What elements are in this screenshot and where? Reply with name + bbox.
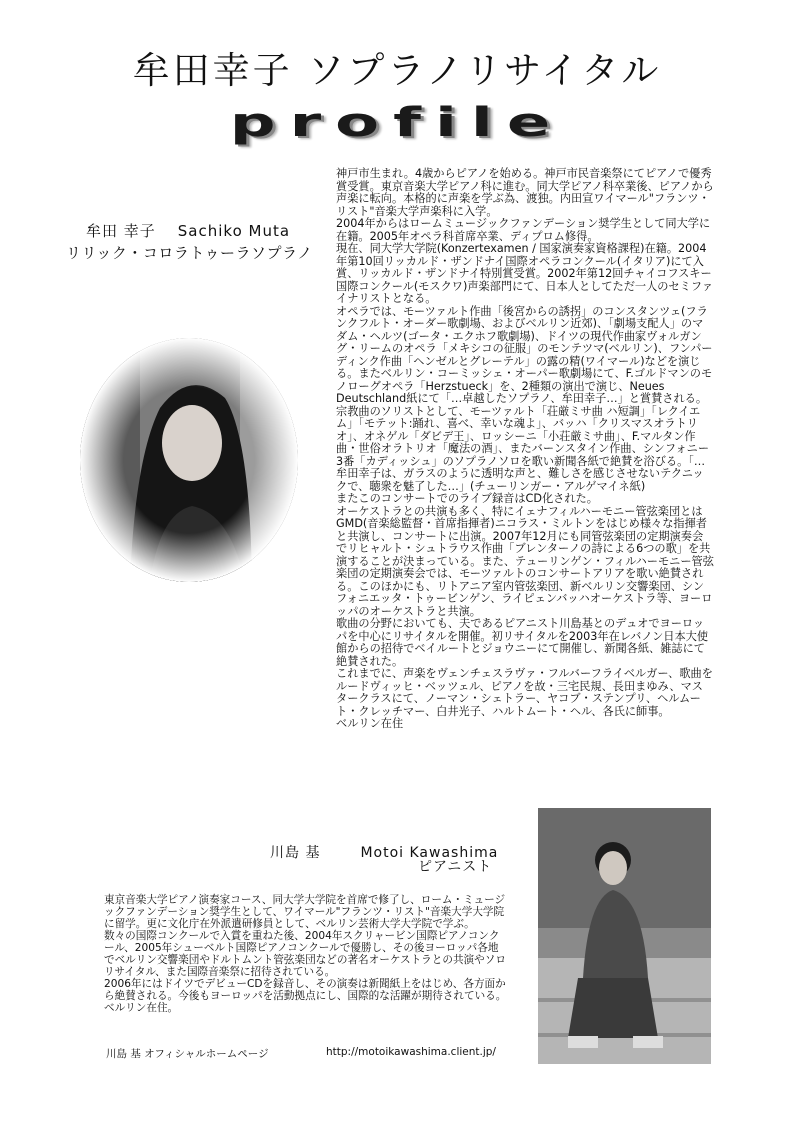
pianist-bio-paragraph: 2006年にはドイツでデビューCDを録音し、その演奏は新聞紙上をはじめ、各方面から絶賛される。今後もヨーロッパを活動拠点にし、国際的な活躍が期待されている。 ベルリン在住。 — [104, 978, 507, 1014]
pianist-photo — [538, 808, 711, 1064]
soprano-bio-paragraph: これまでに、声楽をヴェンチェスラヴァ・フルバーフライベルガー、歌曲をルードヴィッヒ・ベッツェル、ピアノを故・三宅民規、長田まゆみ、マスタークラスにて、ノーマン・シェトラー、ヤコブ・ステンプリ、ヘルムート・クレッチマー、白井光子、ハルトムート・ヘル、各氏に師事。 — [336, 667, 713, 718]
soprano-bio-paragraph: 神戸市生まれ。4歳からピアノを始める。神戸市民音楽祭にてピアノで優秀賞受賞。東京音楽大学ピアノ科に進む。同大学ピアノ科卒業後、ピアノから声楽に転向。本格的に声楽を学ぶ為、渡独。内田宣ワイマール"フランツ・リスト"音楽大学声楽科に入学。 — [336, 167, 714, 218]
soprano-bio-paragraph: オペラでは、モーツァルト作曲「後宮からの誘拐」のコンスタンツェ(フランクフルト・オーダー歌劇場、およびベルリン近郊)、「劇場支配人」のマダム・ヘルツ(ゴータ・エクホフ歌劇場)、ドイツの現代作曲家ヴォルガング・リームのオペラ「メキシコの征服」のモンテツマ(ベルリン)、フンパーディンク作曲「ヘンゼルとグレーテル」の露の精(ワイマール)などを演じる。またベルリン・コーミッシェ・オーパー歌劇場にて、F.ゴルドマンのモノローグオペラ「Herzstueck」を、2種類の演出で演じ、Neues Deutschland紙にて「…卓越したソプラノ、牟田幸子…」と賞賛される。 — [336, 304, 713, 405]
soprano-bio-paragraph: 宗教曲のソリストとして、モーツァルト「荘厳ミサ曲 ハ短調」「レクイエム」「モテット:踊れ、喜べ、幸いな魂よ」、バッハ「クリスマスオラトリオ」、オネゲル「ダビデ王」、ロッシーニ「小荘厳ミサ曲」、F.マルタン作曲・世俗オラトリオ「魔法の酒」、またバーンスタイン作曲、シンフォニー3番「カディッシュ」のソプラノソロを歌い新聞各紙で絶賛を浴びる。「…牟田幸子は、ガラスのように透明な声と、難しさを感じさせないテクニックで、聴衆を魅了した…」(チューリンガー・アルゲマイネ紙) — [336, 404, 710, 493]
pianist-name-en: Motoi Kawashima — [360, 845, 499, 861]
soprano-bio-paragraph: 歌曲の分野においても、夫であるピアニスト川島基とのデュオでヨーロッパを中心にリサイタルを開催。初リサイタルを2003年在レバノン日本大使館からの招待でベイルートとジョウニーにて開催し、新聞各紙、雑誌にて絶賛された。 — [336, 617, 709, 668]
soprano-bio — [336, 168, 714, 731]
soprano-name-jp: 牟田 幸子 — [86, 222, 156, 240]
soprano-bio-paragraph: 2004年からはロームミュージックファンデーション奨学生として同大学に在籍。2005年オペラ科首席卒業、ディプロム修得。 — [336, 217, 711, 243]
homepage-label: 川島 基 オフィシャルホームページ — [106, 1048, 269, 1060]
soprano-photo — [80, 338, 298, 582]
profile-heading: profile — [229, 100, 565, 146]
soprano-bio-paragraph: 現在、同大学大学院(Konzertexamen / 国家演奏家資格課程)在籍。2004年第10回リッカルド・ザンドナイ国際オペラコンクール(イタリア)にて入賞、リッカルド・ザンドナイ特別賞受賞。2002年第12回チャイコフスキー国際コンクール(モスクワ)声楽部門にて、日本人としてただ一人のセミファイナリストとなる。 — [336, 242, 714, 305]
soprano-bio-paragraph: オーケストラとの共演も多く、特にイェナフィルハーモニー管弦楽団とはGMD(音楽総監督・首席指揮者)ニコラス・ミルトンをはじめ様々な指揮者と共演し、コンサートに出演。2007年12月にも同管弦楽団の定期演奏会でリヒャルト・シュトラウス作曲「ブレンターノの詩による6つの歌」を共演することが決まっている。また、テューリンゲン・フィルハーモニー管弦楽団の定期演奏会では、モーツァルトのコンサートアリアを歌い絶賛される。このほかにも、リトアニア室内管弦楽団、新ベルリン交響楽団、シンフォニエッタ・トゥービンゲン、ライピェンバッハオーケストラ等、ヨーロッパのオーケストラと共演。 — [336, 504, 714, 618]
pianist-role: ピアニスト — [418, 859, 493, 875]
profile-heading-wrap — [0, 100, 794, 174]
soprano-bio-paragraph: ベルリン在住 — [336, 717, 404, 730]
homepage-url-link[interactable]: http://motoikawashima.client.jp/ — [326, 1046, 496, 1058]
soprano-role: リリック・コロラトゥーラソプラノ — [66, 244, 313, 262]
page-title: 牟田幸子 ソプラノリサイタル — [132, 49, 662, 92]
pianist-name-jp: 川島 基 — [270, 845, 321, 861]
pianist-bio — [104, 894, 508, 1014]
soprano-bio-paragraph: またこのコンサートでのライブ録音はCD化された。 — [336, 492, 598, 505]
soprano-name — [86, 220, 290, 241]
soprano-name-en: Sachiko Muta — [177, 222, 291, 240]
pianist-bio-paragraph: 東京音楽大学ピアノ演奏家コース、同大学大学院を首席で修了し、ローム・ミュージックファンデーション奨学生として、ワイマール"フランツ・リスト"音楽大学大学院に留学。更に文化庁在外派遣研修員として、ベルリン芸術大学大学院で学ぶ。 — [104, 894, 506, 930]
pianist-bio-paragraph: 数々の国際コンクールで入賞を重ねた後、2004年スクリャービン国際ピアノコンクール、2005年シューベルト国際ピアノコンクールで優勝し、その後ヨーロッパ各地でベルリン交響楽団やドルトムント管弦楽団などの著名オーケストラとの共演やソロリサイタル、また国際音楽祭に招待されている。 — [104, 930, 506, 978]
